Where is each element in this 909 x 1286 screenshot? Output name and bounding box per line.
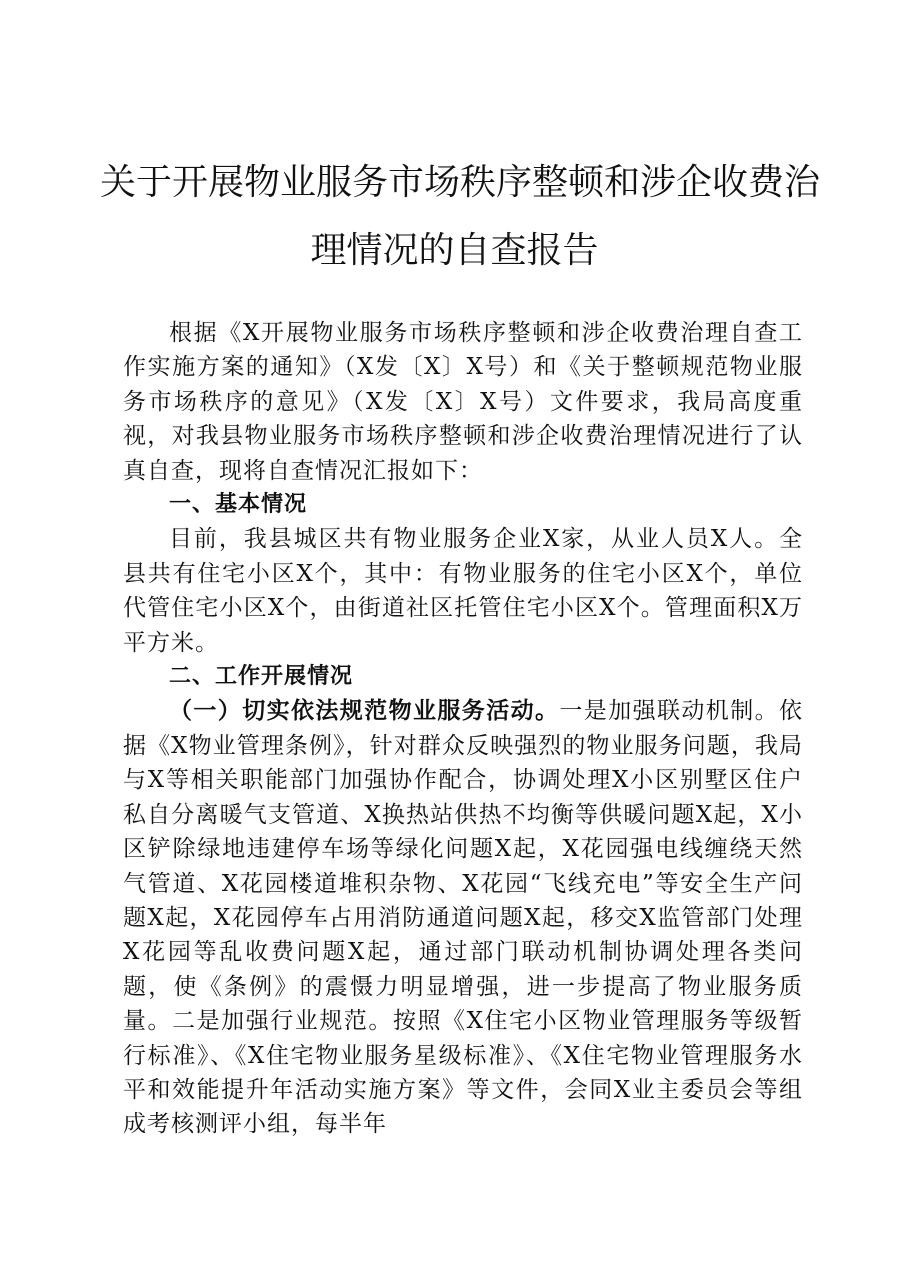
intro-paragraph: 根据《X开展物业服务市场秩序整顿和涉企收费治理自查工作实施方案的通知》（X发〔X〕X号）和《关于整顿规范物业服务市场秩序的意见》（X发〔X〕X号）文件要求，我局高度重视，对我县物业服务市场秩序整顿和涉企收费治理情况进行了认真自查，现将自查情况汇报如下： [123, 320, 803, 484]
subsection-lead: （一）切实依法规范物业服务活动。 [169, 698, 560, 725]
section-heading-work: 二、工作开展情况 [169, 664, 354, 690]
document-title-line-2: 理情况的自查报告 [310, 230, 599, 271]
section-heading-basic: 一、基本情况 [169, 492, 308, 518]
basic-info-paragraph: 目前，我县城区共有物业服务企业X家，从业人员X人。全县共有住宅小区X个，其中：有物业服务的住宅小区X个，单位代管住宅小区X个，由街道社区托管住宅小区X个。管理面积X万平方米。 [123, 526, 803, 656]
work-paragraph [123, 694, 803, 1141]
document-title-line-1: 关于开展物业服务市场秩序整顿和涉企收费治 [100, 162, 821, 203]
document-body [123, 316, 803, 1142]
subsection-text: 一是加强联动机制。依据《X物业管理条例》，针对群众反映强烈的物业服务问题，我局与X等相关职能部门加强协作配合，协调处理X小区别墅区住户私自分离暖气支管道、X换热站供热不均衡等供暖问题X起，X小区铲除绿地违建停车场等绿化问题X起，X花园强电线缠绕天然气管道、X花园楼道堆积杂物、X花园“飞线充电”等安全生产问题X起，X花园停车占用消防通道问题X起，移交X监管部门处理X花园等乱收费问题X起，通过部门联动机制协调处理各类问题，使《条例》的震慑力明显增强，进一步提高了物业服务质量。二是加强行业规范。按照《X住宅小区物业管理服务等级暂行标准》、《X住宅物业服务星级标准》、《X住宅物业管理服务水平和效能提升年活动实施方案》等文件，会同X业主委员会等组成考核测评小组，每半年 [123, 698, 804, 1138]
